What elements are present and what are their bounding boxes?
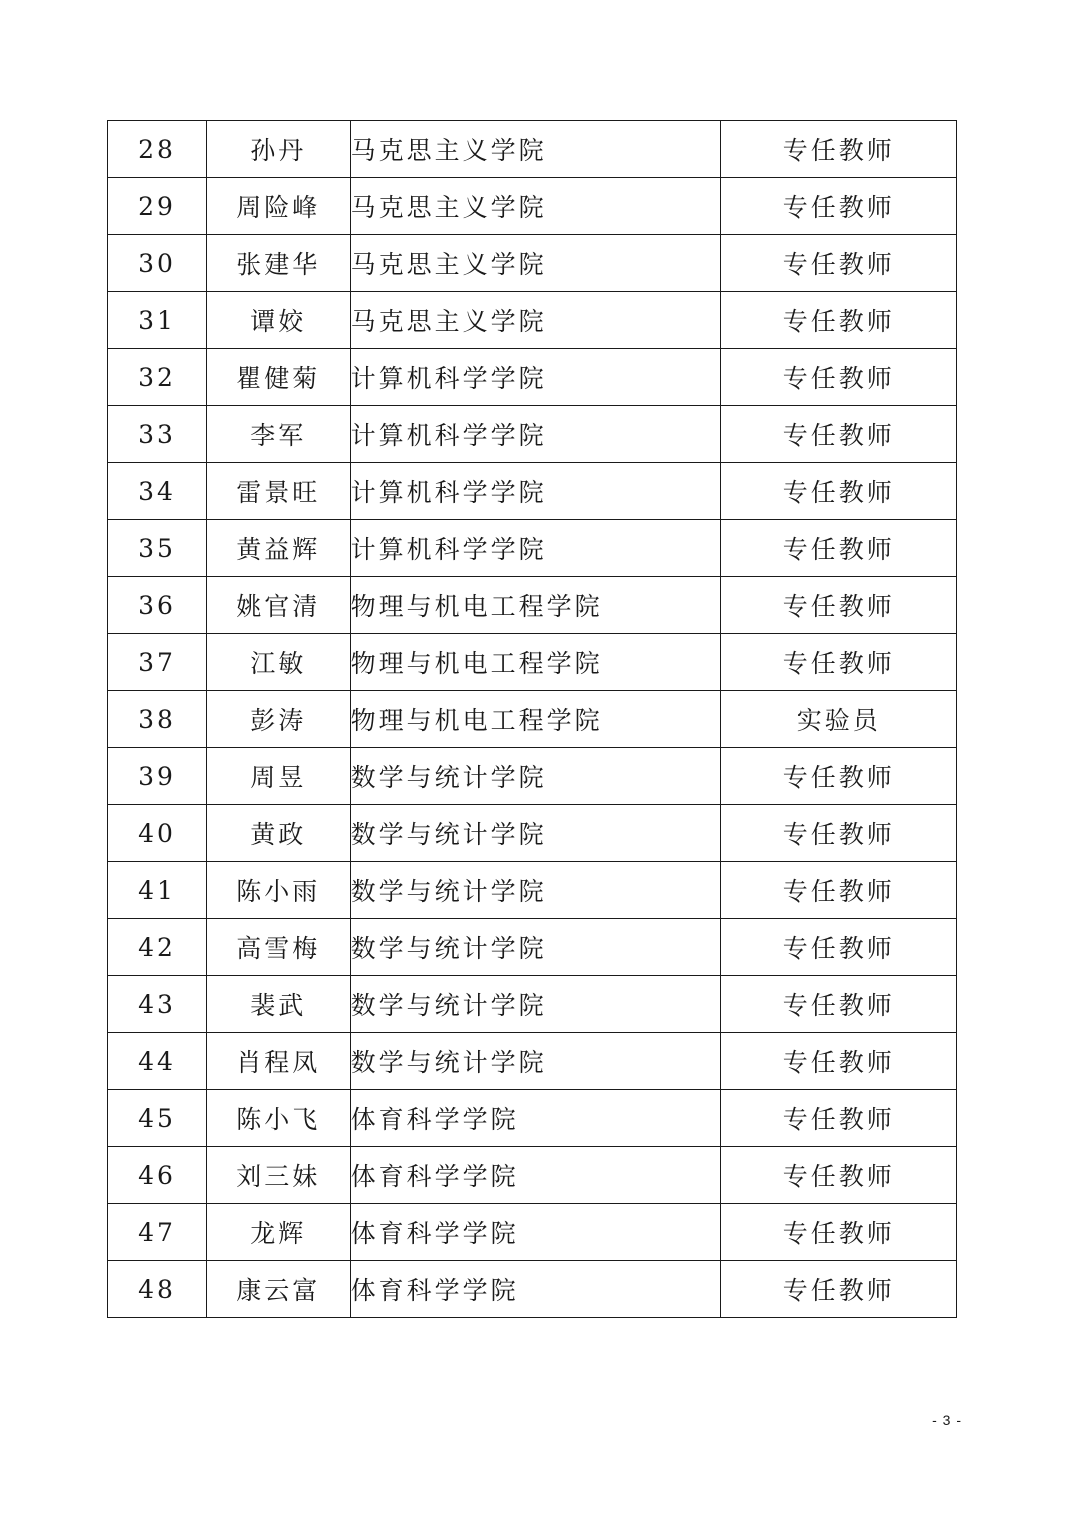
- table-row: [108, 292, 957, 349]
- row-number-cell: 48: [108, 1261, 207, 1318]
- table-row: [108, 805, 957, 862]
- name-cell: 陈小飞: [207, 1090, 351, 1147]
- position-cell: 专任教师: [721, 349, 957, 406]
- table-row: [108, 577, 957, 634]
- table-row: [108, 748, 957, 805]
- department-cell: 体育科学学院: [350, 1204, 721, 1261]
- position-cell: 专任教师: [721, 235, 957, 292]
- name-cell: 高雪梅: [207, 919, 351, 976]
- department-cell: 体育科学学院: [350, 1261, 721, 1318]
- position-cell: 专任教师: [721, 919, 957, 976]
- name-cell: 张建华: [207, 235, 351, 292]
- name-cell: 李军: [207, 406, 351, 463]
- name-cell: 黄政: [207, 805, 351, 862]
- department-cell: 马克思主义学院: [350, 178, 721, 235]
- row-number-cell: 45: [108, 1090, 207, 1147]
- row-number-cell: 33: [108, 406, 207, 463]
- table-row: [108, 463, 957, 520]
- department-cell: 物理与机电工程学院: [350, 634, 721, 691]
- table-row: [108, 520, 957, 577]
- position-cell: 专任教师: [721, 1261, 957, 1318]
- position-cell: 专任教师: [721, 862, 957, 919]
- table-row: [108, 1204, 957, 1261]
- department-cell: 数学与统计学院: [350, 862, 721, 919]
- staff-table-body: [108, 121, 957, 1318]
- department-cell: 数学与统计学院: [350, 805, 721, 862]
- department-cell: 马克思主义学院: [350, 292, 721, 349]
- row-number-cell: 47: [108, 1204, 207, 1261]
- name-cell: 彭涛: [207, 691, 351, 748]
- table-row: [108, 235, 957, 292]
- row-number-cell: 36: [108, 577, 207, 634]
- position-cell: 专任教师: [721, 178, 957, 235]
- row-number-cell: 41: [108, 862, 207, 919]
- position-cell: 专任教师: [721, 634, 957, 691]
- name-cell: 黄益辉: [207, 520, 351, 577]
- row-number-cell: 34: [108, 463, 207, 520]
- row-number-cell: 28: [108, 121, 207, 178]
- name-cell: 周昱: [207, 748, 351, 805]
- table-row: [108, 1090, 957, 1147]
- table-row: [108, 1147, 957, 1204]
- department-cell: 数学与统计学院: [350, 919, 721, 976]
- department-cell: 计算机科学学院: [350, 463, 721, 520]
- table-row: [108, 178, 957, 235]
- department-cell: 体育科学学院: [350, 1090, 721, 1147]
- position-cell: 专任教师: [721, 520, 957, 577]
- row-number-cell: 32: [108, 349, 207, 406]
- staff-table: [107, 120, 957, 1318]
- department-cell: 数学与统计学院: [350, 976, 721, 1033]
- row-number-cell: 38: [108, 691, 207, 748]
- table-row: [108, 634, 957, 691]
- row-number-cell: 44: [108, 1033, 207, 1090]
- position-cell: 专任教师: [721, 121, 957, 178]
- row-number-cell: 40: [108, 805, 207, 862]
- position-cell: 实验员: [721, 691, 957, 748]
- name-cell: 姚官清: [207, 577, 351, 634]
- name-cell: 肖程凤: [207, 1033, 351, 1090]
- position-cell: 专任教师: [721, 1204, 957, 1261]
- name-cell: 刘三妹: [207, 1147, 351, 1204]
- row-number-cell: 46: [108, 1147, 207, 1204]
- table-row: [108, 976, 957, 1033]
- position-cell: 专任教师: [721, 1090, 957, 1147]
- name-cell: 龙辉: [207, 1204, 351, 1261]
- department-cell: 计算机科学学院: [350, 406, 721, 463]
- position-cell: 专任教师: [721, 292, 957, 349]
- row-number-cell: 35: [108, 520, 207, 577]
- position-cell: 专任教师: [721, 463, 957, 520]
- position-cell: 专任教师: [721, 577, 957, 634]
- row-number-cell: 31: [108, 292, 207, 349]
- name-cell: 孙丹: [207, 121, 351, 178]
- position-cell: 专任教师: [721, 406, 957, 463]
- position-cell: 专任教师: [721, 748, 957, 805]
- table-row: [108, 406, 957, 463]
- department-cell: 数学与统计学院: [350, 1033, 721, 1090]
- name-cell: 周险峰: [207, 178, 351, 235]
- table-row: [108, 691, 957, 748]
- name-cell: 谭姣: [207, 292, 351, 349]
- department-cell: 马克思主义学院: [350, 235, 721, 292]
- name-cell: 江敏: [207, 634, 351, 691]
- table-row: [108, 121, 957, 178]
- name-cell: 裴武: [207, 976, 351, 1033]
- department-cell: 体育科学学院: [350, 1147, 721, 1204]
- row-number-cell: 37: [108, 634, 207, 691]
- department-cell: 马克思主义学院: [350, 121, 721, 178]
- row-number-cell: 29: [108, 178, 207, 235]
- department-cell: 计算机科学学院: [350, 520, 721, 577]
- row-number-cell: 43: [108, 976, 207, 1033]
- department-cell: 物理与机电工程学院: [350, 577, 721, 634]
- table-row: [108, 862, 957, 919]
- table-row: [108, 919, 957, 976]
- row-number-cell: 39: [108, 748, 207, 805]
- position-cell: 专任教师: [721, 976, 957, 1033]
- table-row: [108, 1033, 957, 1090]
- department-cell: 物理与机电工程学院: [350, 691, 721, 748]
- table-row: [108, 1261, 957, 1318]
- row-number-cell: 42: [108, 919, 207, 976]
- name-cell: 康云富: [207, 1261, 351, 1318]
- name-cell: 陈小雨: [207, 862, 351, 919]
- page-number: - 3 -: [932, 1412, 962, 1428]
- name-cell: 瞿健菊: [207, 349, 351, 406]
- position-cell: 专任教师: [721, 805, 957, 862]
- name-cell: 雷景旺: [207, 463, 351, 520]
- table-row: [108, 349, 957, 406]
- position-cell: 专任教师: [721, 1033, 957, 1090]
- position-cell: 专任教师: [721, 1147, 957, 1204]
- department-cell: 数学与统计学院: [350, 748, 721, 805]
- department-cell: 计算机科学学院: [350, 349, 721, 406]
- row-number-cell: 30: [108, 235, 207, 292]
